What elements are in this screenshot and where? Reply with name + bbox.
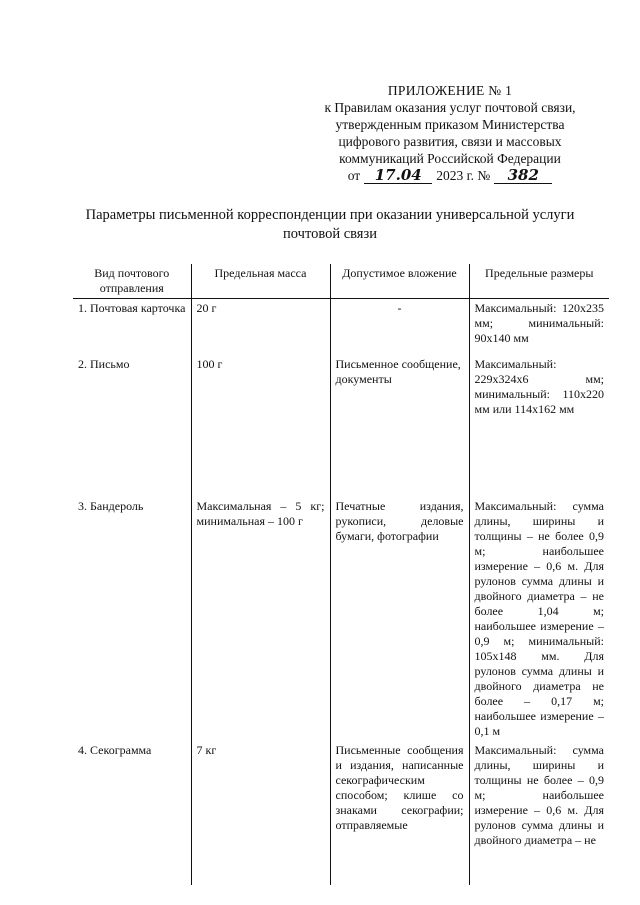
- cell-size: Максимальный: 120x235 мм; минимальный: 90x140 мм: [469, 299, 609, 356]
- year-text: 2023 г. №: [436, 168, 491, 183]
- cell-type: 3. Бандероль: [78, 499, 144, 513]
- cell-size: Максимальный: 229x324x6 мм; минимальный: 110x220 мм или 114x162 мм: [469, 355, 609, 497]
- cell-mass: 7 кг: [191, 741, 330, 885]
- handwritten-number: 382: [494, 168, 552, 184]
- cell-content: Письменное сообщение, документы: [330, 355, 469, 497]
- table-row: [73, 299, 609, 356]
- cell-content: Печатные издания, рукописи, деловые бумаги, фотографии: [330, 497, 469, 741]
- cell-type: 4. Секограмма: [78, 743, 152, 757]
- table-row: [73, 741, 609, 885]
- table-row: [73, 355, 609, 497]
- table-header-row: [73, 264, 609, 299]
- handwritten-date: 17.04: [364, 168, 432, 184]
- header-type: Вид почтового отправления: [73, 264, 191, 299]
- parameters-table: [73, 264, 609, 885]
- annex-date-line: [300, 167, 600, 184]
- cell-mass: 100 г: [191, 355, 330, 497]
- header-content: Допустимое вложение: [330, 264, 469, 299]
- cell-size: Максимальный: сумма длины, ширины и толщины не более – 0,9 м; наибольшее измерение – 0,6 м. Для рулонов сумма длины и двойного диаметра – не: [469, 741, 609, 885]
- annex-line-1: к Правилам оказания услуг почтовой связи,: [324, 100, 576, 115]
- date-prefix: от: [347, 168, 361, 183]
- table-row: [73, 497, 609, 741]
- title-line-2: почтовой связи: [283, 225, 377, 242]
- annex-line-4: коммуникаций Российской Федерации: [339, 151, 561, 166]
- annex-line-3: цифрового развития, связи и массовых: [338, 134, 562, 149]
- annex-heading: ПРИЛОЖЕНИЕ № 1: [387, 83, 513, 98]
- cell-content: Письменные сообщения и издания, написанные секографическим способом; клише со знаками секографии; отправляемые: [330, 741, 469, 885]
- header-mass: Предельная масса: [191, 264, 330, 299]
- annex-line-2: утвержденным приказом Министерства: [335, 117, 565, 132]
- cell-mass: Максимальная – 5 кг; минимальная – 100 г: [191, 497, 330, 741]
- annex-block: [300, 82, 600, 184]
- header-size: Предельные размеры: [469, 264, 609, 299]
- cell-content: -: [330, 299, 469, 356]
- document-title: [60, 206, 600, 244]
- title-line-1: Параметры письменной корреспонденции при оказании универсальной услуги: [85, 207, 575, 223]
- cell-type: 1. Почтовая карточка: [78, 301, 186, 315]
- cell-mass: 20 г: [191, 299, 330, 356]
- cell-type: 2. Письмо: [78, 357, 130, 371]
- cell-size: Максимальный: сумма длины, ширины и толщины – не более 0,9 м; наибольшее измерение – 0,6 м. Для рулонов сумма длины и двойного диаметра – не более 1,04 м; наибольшее измерение – 0,9 м; минимальный: 105x148 мм. Для рулонов сумма длины и двойного диаметра не более – 0,17 м; наибольшее измерение – 0,1 м: [469, 497, 609, 741]
